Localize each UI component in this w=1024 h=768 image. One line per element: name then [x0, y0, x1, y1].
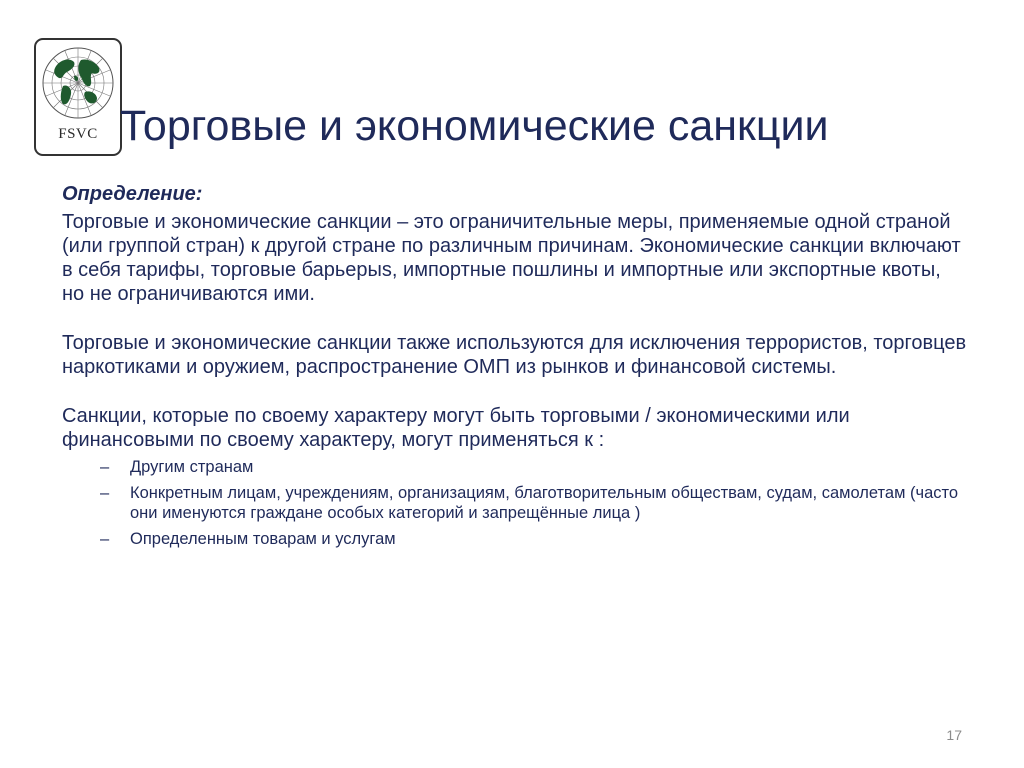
paragraph-definition: Торговые и экономические санкции – это ограничительные меры, применяемые одной страной (или группой стран) к другой стране по различным причинам. Экономические санкции включают в себя тарифы, торговые барьерыs, импортные пошлины и импортные или экспортные квоты, но не ограничиваются ими.: [62, 211, 961, 305]
list-item: [100, 457, 982, 477]
list-item-text: Другим странам: [130, 458, 254, 476]
globe-icon: [41, 46, 115, 120]
paragraph-application: Санкции, которые по своему характеру могут быть торговыми / экономическими или финансовыми по своему характеру, могут применяться к :: [62, 405, 850, 451]
fsvc-logo: [34, 38, 122, 156]
page-number: 17: [946, 727, 962, 743]
definition-label: Определение:: [62, 183, 203, 205]
list-item-text: Конкретным лицам, учреждениям, организациям, благотворительным обществам, судам, самолетам (часто они именуются граждане особых категорий и запрещённые лица ): [130, 484, 959, 522]
logo-text: FSVC: [58, 126, 98, 142]
slide-body: [62, 183, 982, 555]
paragraph-usage: Торговые и экономические санкции также используются для исключения террористов, торговцев наркотиками и оружием, распространение ОМП из рынков и финансовой системы.: [62, 332, 967, 378]
bullet-dash: –: [100, 484, 110, 502]
slide-title: Торговые и экономические санкции: [120, 102, 829, 150]
bullet-dash: –: [100, 530, 110, 548]
target-list: [62, 457, 982, 549]
list-item-text: Определенным товарам и услугам: [130, 530, 396, 548]
list-item: [100, 529, 982, 549]
list-item: [100, 483, 982, 523]
bullet-dash: –: [100, 458, 110, 476]
